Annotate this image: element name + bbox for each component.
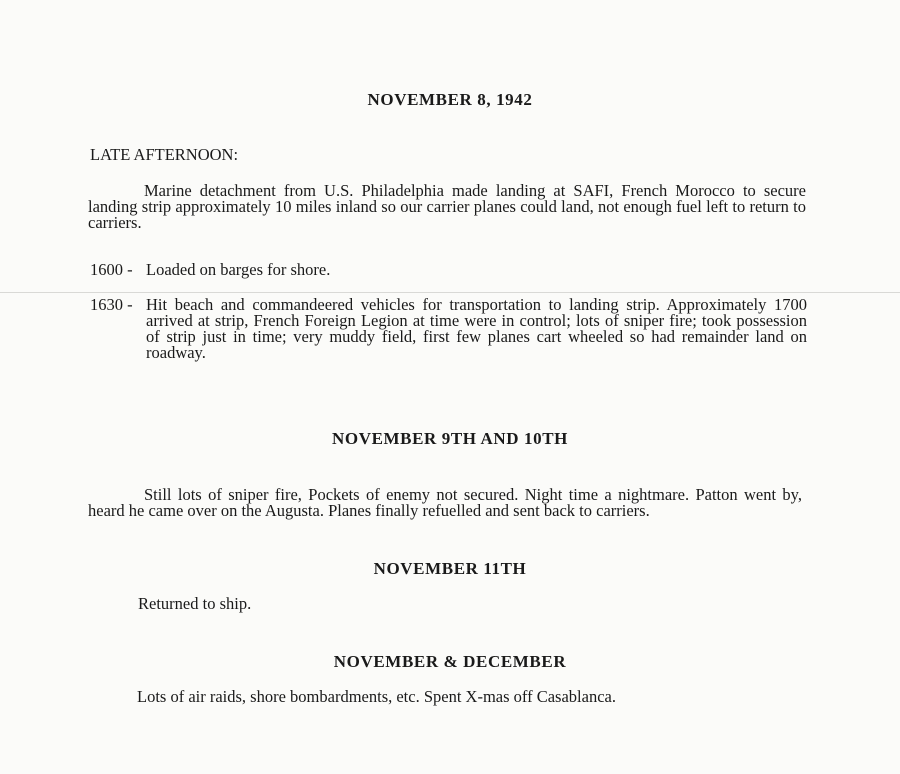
nov8-intro-paragraph: Marine detachment from U.S. Philadelphia made landing at SAFI, French Morocco to secure landing strip approximately 10 miles inland so our carrier planes could land, not enough fuel left to return to carriers. <box>88 181 806 232</box>
entry-time: 1630 - <box>90 295 133 314</box>
nov9-10-paragraph: Still lots of sniper fire, Pockets of enemy not secured. Night time a nightmare. Patton went by, heard he came over on the Augusta. Planes finally refuelled and sent back to carriers. <box>88 485 802 520</box>
novdec-paragraph: Lots of air raids, shore bombardments, etc. Spent X-mas off Casablanca. <box>137 687 616 706</box>
log-entry-1630 <box>90 297 807 361</box>
heading-november-december: NOVEMBER & DECEMBER <box>333 652 567 671</box>
heading-november-9-10: NOVEMBER 9TH AND 10TH <box>332 429 568 448</box>
heading-november-11: NOVEMBER 11TH <box>373 559 527 578</box>
entry-text: Hit beach and commandeered vehicles for transportation to landing strip. Approximately 1700 arrived at strip, French Foreign Legion at time were in control; lots of sniper fire; took possession of strip just in time; very muddy field, first few planes cart wheeled so had remainder land on roadway. <box>146 295 807 362</box>
log-entry-1600 <box>90 262 805 278</box>
heading-november-8: NOVEMBER 8, 1942 <box>367 90 533 109</box>
entry-text: Loaded on barges for shore. <box>146 260 331 279</box>
nov11-paragraph: Returned to ship. <box>138 594 252 613</box>
scan-artifact-line <box>0 292 900 293</box>
entry-time: 1600 - <box>90 260 133 279</box>
late-afternoon-label: LATE AFTERNOON: <box>90 145 239 164</box>
